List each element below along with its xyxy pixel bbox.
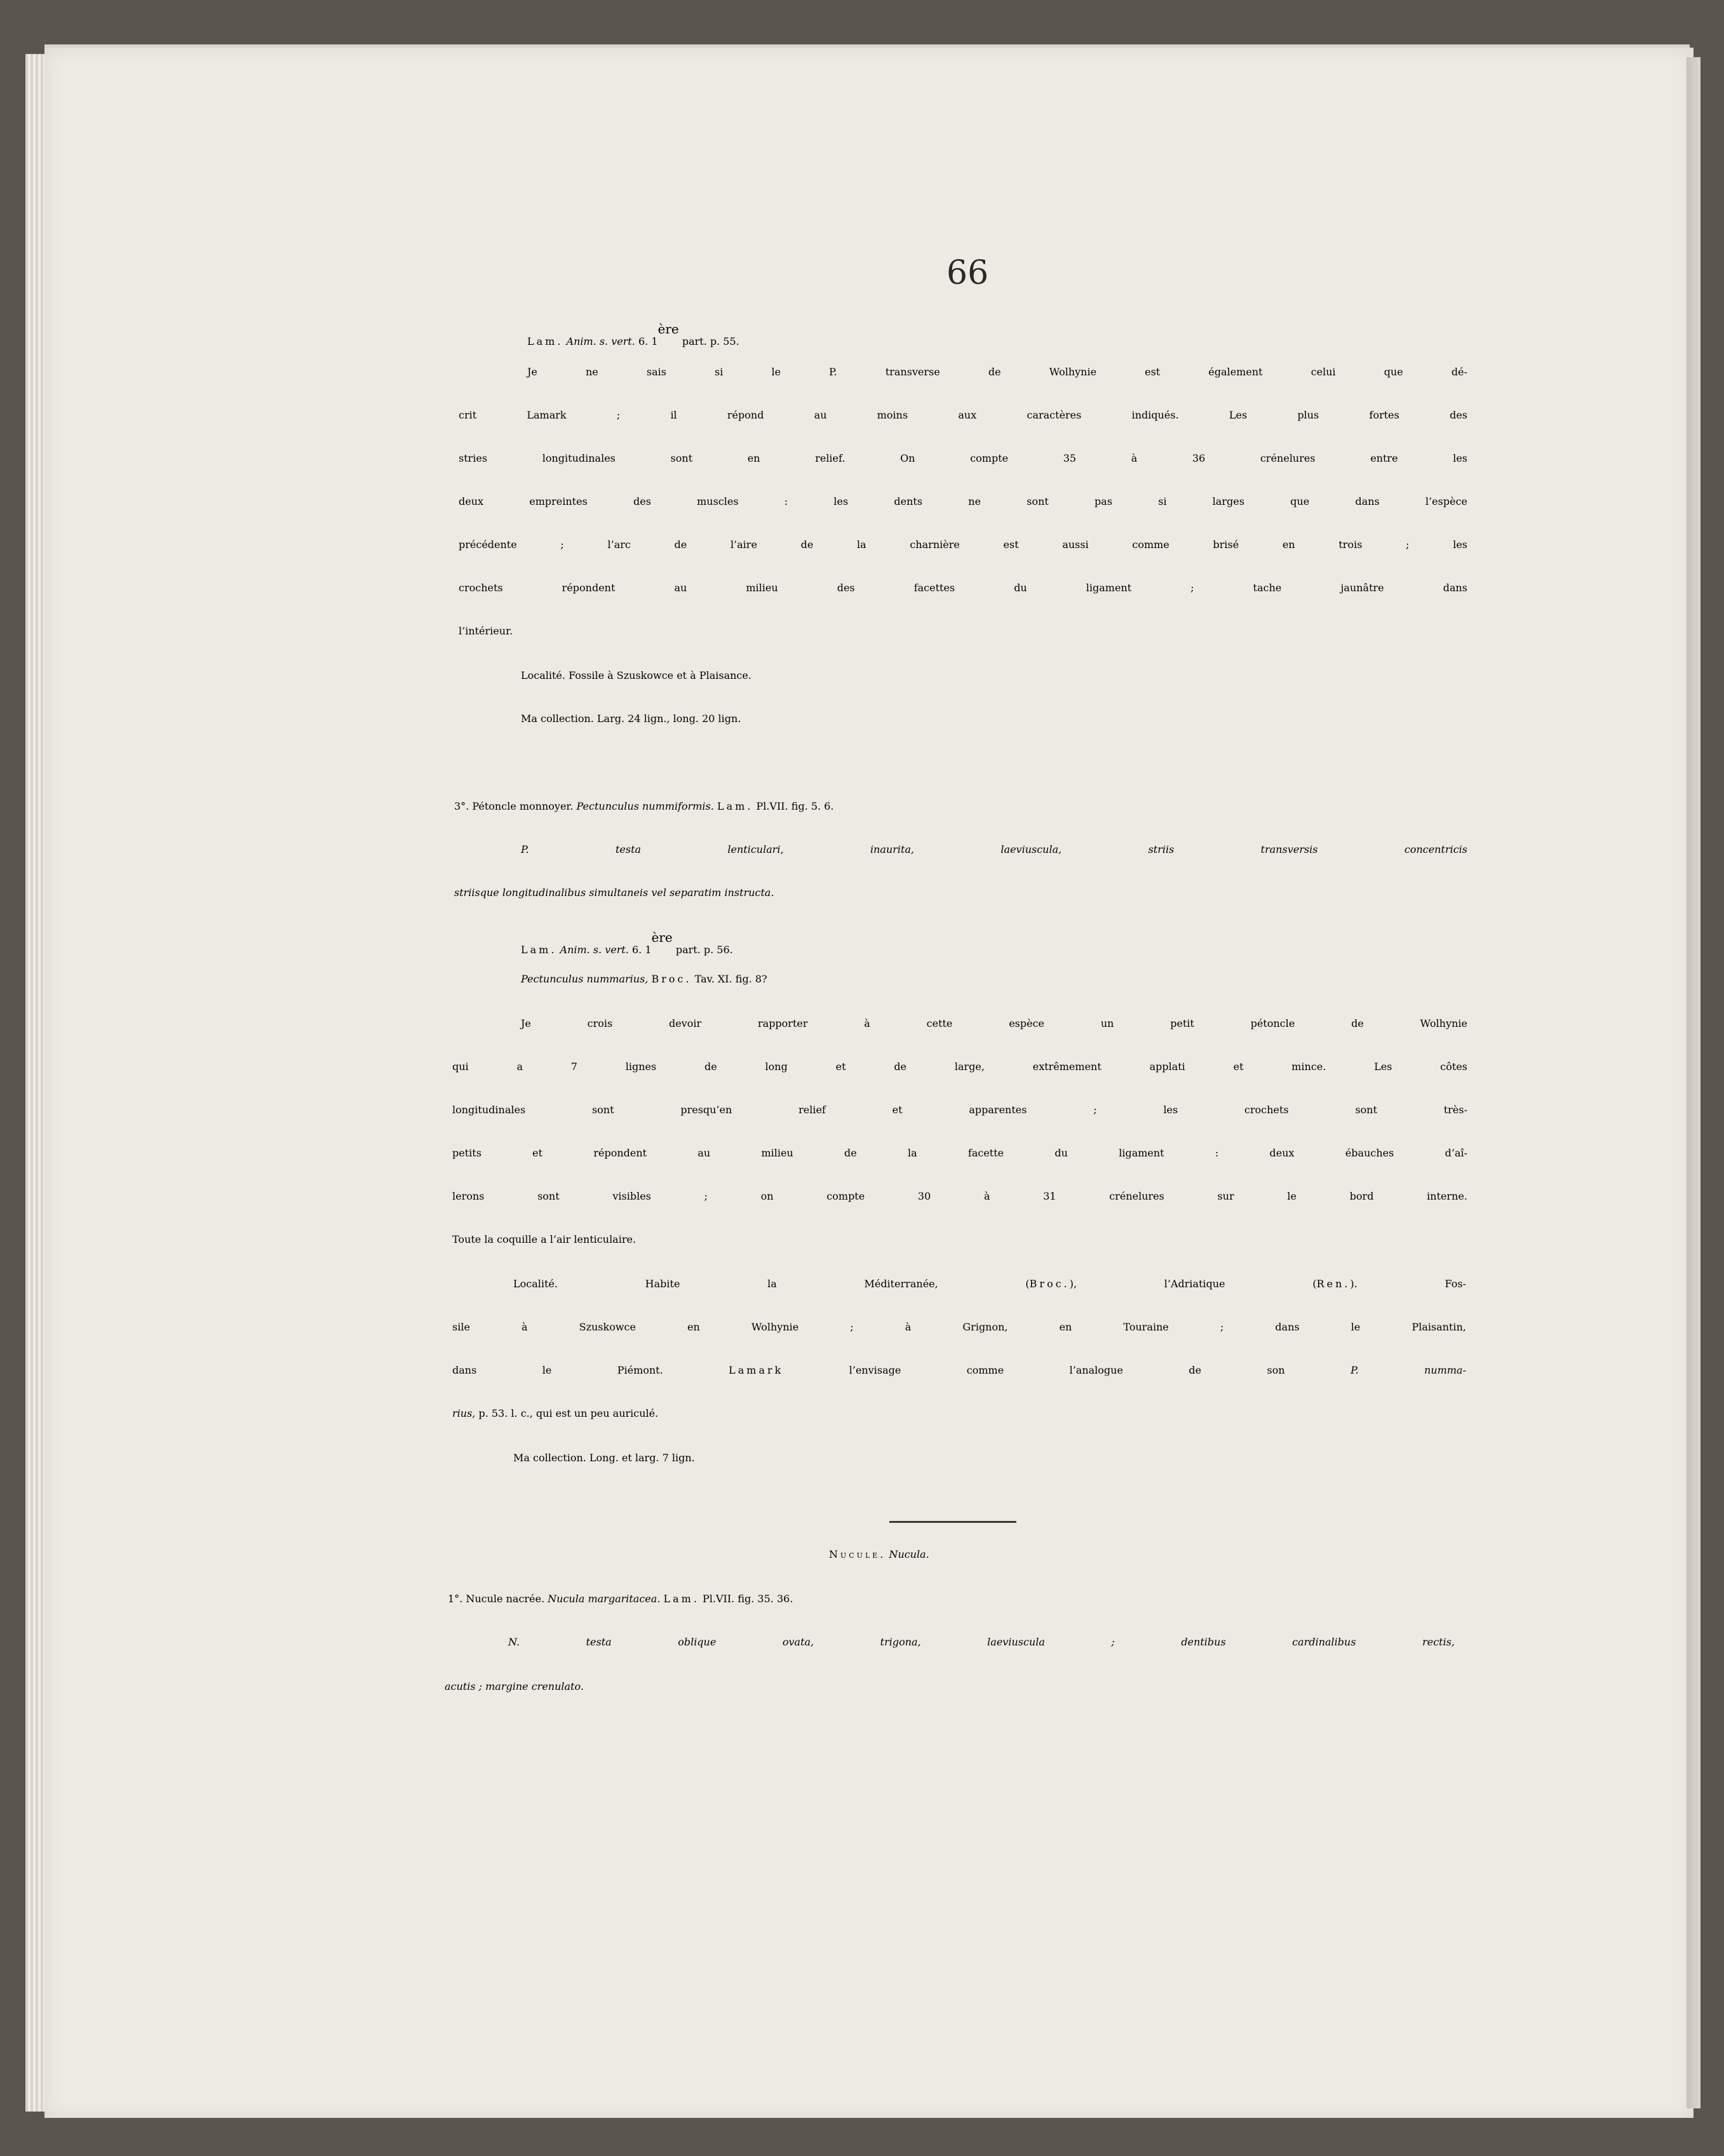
text-line: crit Lamark ; il répond au moins aux caractères indiqués. Les plus fortes des [459, 409, 1467, 421]
text-line: dans le Piémont. Lamark l’envisage comme l’analogue de son P. numma- [452, 1364, 1467, 1376]
text-line: longitudinales sont presqu’en relief et apparentes ; les crochets sont très- [452, 1104, 1467, 1116]
text-line: 1°. Nucule nacrée. Nucula margaritacea. Lam. Pl.VII. fig. 35. 36. [448, 1593, 793, 1605]
section-divider [889, 1521, 1016, 1523]
text-line: Toute la coquille a l’air lenticulaire. [452, 1233, 636, 1245]
text-line: rius, p. 53. l. c., qui est un peu auriculé. [452, 1407, 659, 1419]
page-number: 66 [946, 254, 989, 292]
text-line: Pectunculus nummarius, Broc. Tav. XI. fig. 8? [521, 973, 767, 985]
text-line: 3°. Pétoncle monnoyer. Pectunculus nummiformis. Lam. Pl.VII. fig. 5. 6. [454, 800, 834, 812]
text-line: deux empreintes des muscles : les dents ne sont pas si larges que dans l’espèce [459, 495, 1467, 507]
text-line: P. testa lenticulari, inaurita, laeviuscula, striis transversis concentricis [521, 843, 1467, 855]
text-line: Je ne sais si le P. transverse de Wolhynie est également celui que dé- [527, 366, 1467, 378]
section-heading: Nucule. Nucula. [829, 1548, 929, 1560]
text-line: petits et répondent au milieu de la facette du ligament : deux ébauches d’aî- [452, 1147, 1467, 1159]
text-line: l’intérieur. [459, 625, 513, 637]
book-page [44, 48, 1694, 2118]
text-line: Lam. Anim. s. vert. 6. 1ère part. p. 56. [521, 930, 733, 956]
text-line: striisque longitudinalibus simultaneis vel separatim instructa. [454, 887, 774, 899]
text-line: N. testa oblique ovata, trigona, laeviuscula ; dentibus cardinalibus rectis, [508, 1636, 1455, 1648]
text-line: qui a 7 lignes de long et de large, extrêmement applati et mince. Les côtes [452, 1061, 1467, 1073]
text-line: Localité. Fossile à Szuskowce et à Plaisance. [521, 669, 751, 681]
text-line: crochets répondent au milieu des facettes du ligament ; tache jaunâtre dans [459, 582, 1467, 594]
text-line: sile à Szuskowce en Wolhynie ; à Grignon, en Touraine ; dans le Plaisantin, [452, 1321, 1466, 1333]
page-gutter-edge [1687, 57, 1700, 2108]
text-line: Je crois devoir rapporter à cette espèce un petit pétoncle de Wolhynie [521, 1017, 1467, 1029]
text-line: Ma collection. Larg. 24 lign., long. 20 lign. [521, 713, 741, 725]
text-line: stries longitudinales sont en relief. On compte 35 à 36 crénelures entre les [459, 452, 1467, 464]
text-line: Localité. Habite la Méditerranée, (Broc.), l’Adriatique (Ren.). Fos- [513, 1278, 1466, 1290]
text-line: Lam. Anim. s. vert. 6. 1ère part. p. 55. [527, 321, 739, 347]
text-line: acutis ; margine crenulato. [445, 1680, 584, 1692]
text-line: précédente ; l’arc de l’aire de la charnière est aussi comme brisé en trois ; les [459, 539, 1467, 551]
text-line: lerons sont visibles ; on compte 30 à 31 crénelures sur le bord interne. [452, 1190, 1467, 1202]
text-line: Ma collection. Long. et larg. 7 lign. [513, 1452, 695, 1464]
